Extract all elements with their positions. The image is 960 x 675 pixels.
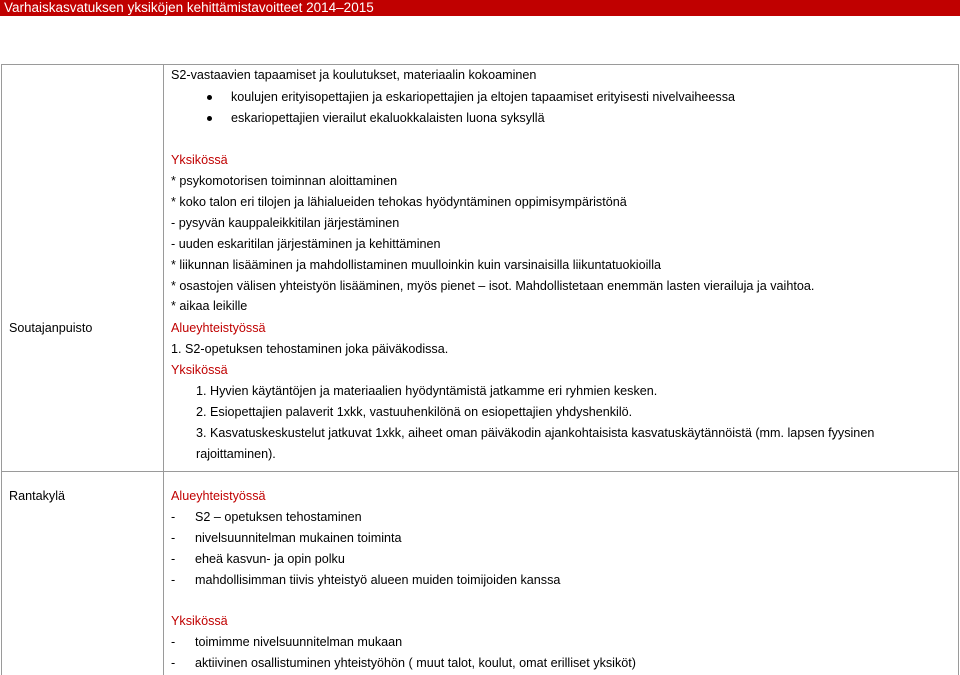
list-item: - uuden eskaritilan järjestäminen ja kehittäminen [171, 237, 441, 251]
numbered-item: 1. Hyvien käytäntöjen ja materiaalien hyödyntämistä jatkamme eri ryhmien kesken. [196, 384, 658, 398]
table-row-divider [1, 471, 959, 472]
list-item: aktiivinen osallistuminen yhteistyöhön ( muut talot, koulut, omat erilliset yksiköt) [195, 656, 636, 670]
table-border-top [1, 64, 959, 65]
list-item: * aikaa leikille [171, 299, 248, 313]
top-bullet-item: koulujen erityisopettajien ja eskariopettajien ja eltojen tapaamiset erityisesti nivelvaiheessa [231, 90, 736, 104]
list-item: * osastojen välisen yhteistyön lisääminen, myös pienet – isot. Mahdollistetaan enemmän lasten vierailuja ja vaihtoa. [171, 279, 815, 293]
dash-marker: - [171, 635, 176, 649]
table-border-left [1, 64, 2, 675]
list-item: S2 – opetuksen tehostaminen [195, 510, 362, 524]
list-item: toimimme nivelsuunnitelman mukaan [195, 635, 403, 649]
top-block-heading: S2-vastaavien tapaamiset ja koulutukset, materiaalin kokoaminen [171, 68, 537, 82]
bullet-dot [207, 95, 212, 100]
dash-marker: - [171, 656, 176, 670]
numbered-item: 2. Esiopettajien palaverit 1xkk, vastuuhenkilönä on esiopettajien yhdyshenkilö. [196, 405, 633, 419]
dash-marker: - [171, 531, 176, 545]
top-bullet-item: eskariopettajien vierailut ekaluokkalaisten luona syksyllä [231, 111, 545, 125]
header-title: Varhaiskasvatuksen yksiköjen kehittämistavoitteet 2014–2015 [4, 0, 374, 15]
page-header [0, 0, 960, 16]
unit-name-soutajanpuisto: Soutajanpuisto [9, 321, 93, 335]
section-heading-alueyhteistyossa: Alueyhteistyössä [171, 489, 266, 503]
dash-marker: - [171, 552, 176, 566]
list-item: nivelsuunnitelman mukainen toiminta [195, 531, 402, 545]
table-border-right [958, 64, 959, 675]
dash-marker: - [171, 510, 176, 524]
section-heading-yksikossa: Yksikössä [171, 614, 228, 628]
dash-marker: - [171, 573, 176, 587]
list-item: - pysyvän kauppaleikkitilan järjestäminen [171, 216, 400, 230]
list-item: mahdollisimman tiivis yhteistyö alueen muiden toimijoiden kanssa [195, 573, 561, 587]
section-heading-yksikossa: Yksikössä [171, 153, 228, 167]
list-item: 1. S2-opetuksen tehostaminen joka päiväkodissa. [171, 342, 449, 356]
bullet-dot [207, 116, 212, 121]
unit-name-rantakyla: Rantakylä [9, 489, 66, 503]
list-item: * liikunnan lisääminen ja mahdollistaminen muulloinkin kuin varsinaisilla liikuntatuokioilla [171, 258, 662, 272]
section-heading-yksikossa: Yksikössä [171, 363, 228, 377]
table-column-divider [163, 64, 164, 675]
numbered-item-continuation: rajoittaminen). [196, 447, 276, 461]
list-item: * psykomotorisen toiminnan aloittaminen [171, 174, 398, 188]
numbered-item: 3. Kasvatuskeskustelut jatkuvat 1xkk, aiheet oman päiväkodin ajankohtaisista kasvatuskäytännöistä (mm. lapsen fyysinen [196, 426, 875, 440]
list-item: * koko talon eri tilojen ja lähialueiden tehokas hyödyntäminen oppimisympäristönä [171, 195, 627, 209]
section-heading-alueyhteistyossa: Alueyhteistyössä [171, 321, 266, 335]
list-item: eheä kasvun- ja opin polku [195, 552, 345, 566]
